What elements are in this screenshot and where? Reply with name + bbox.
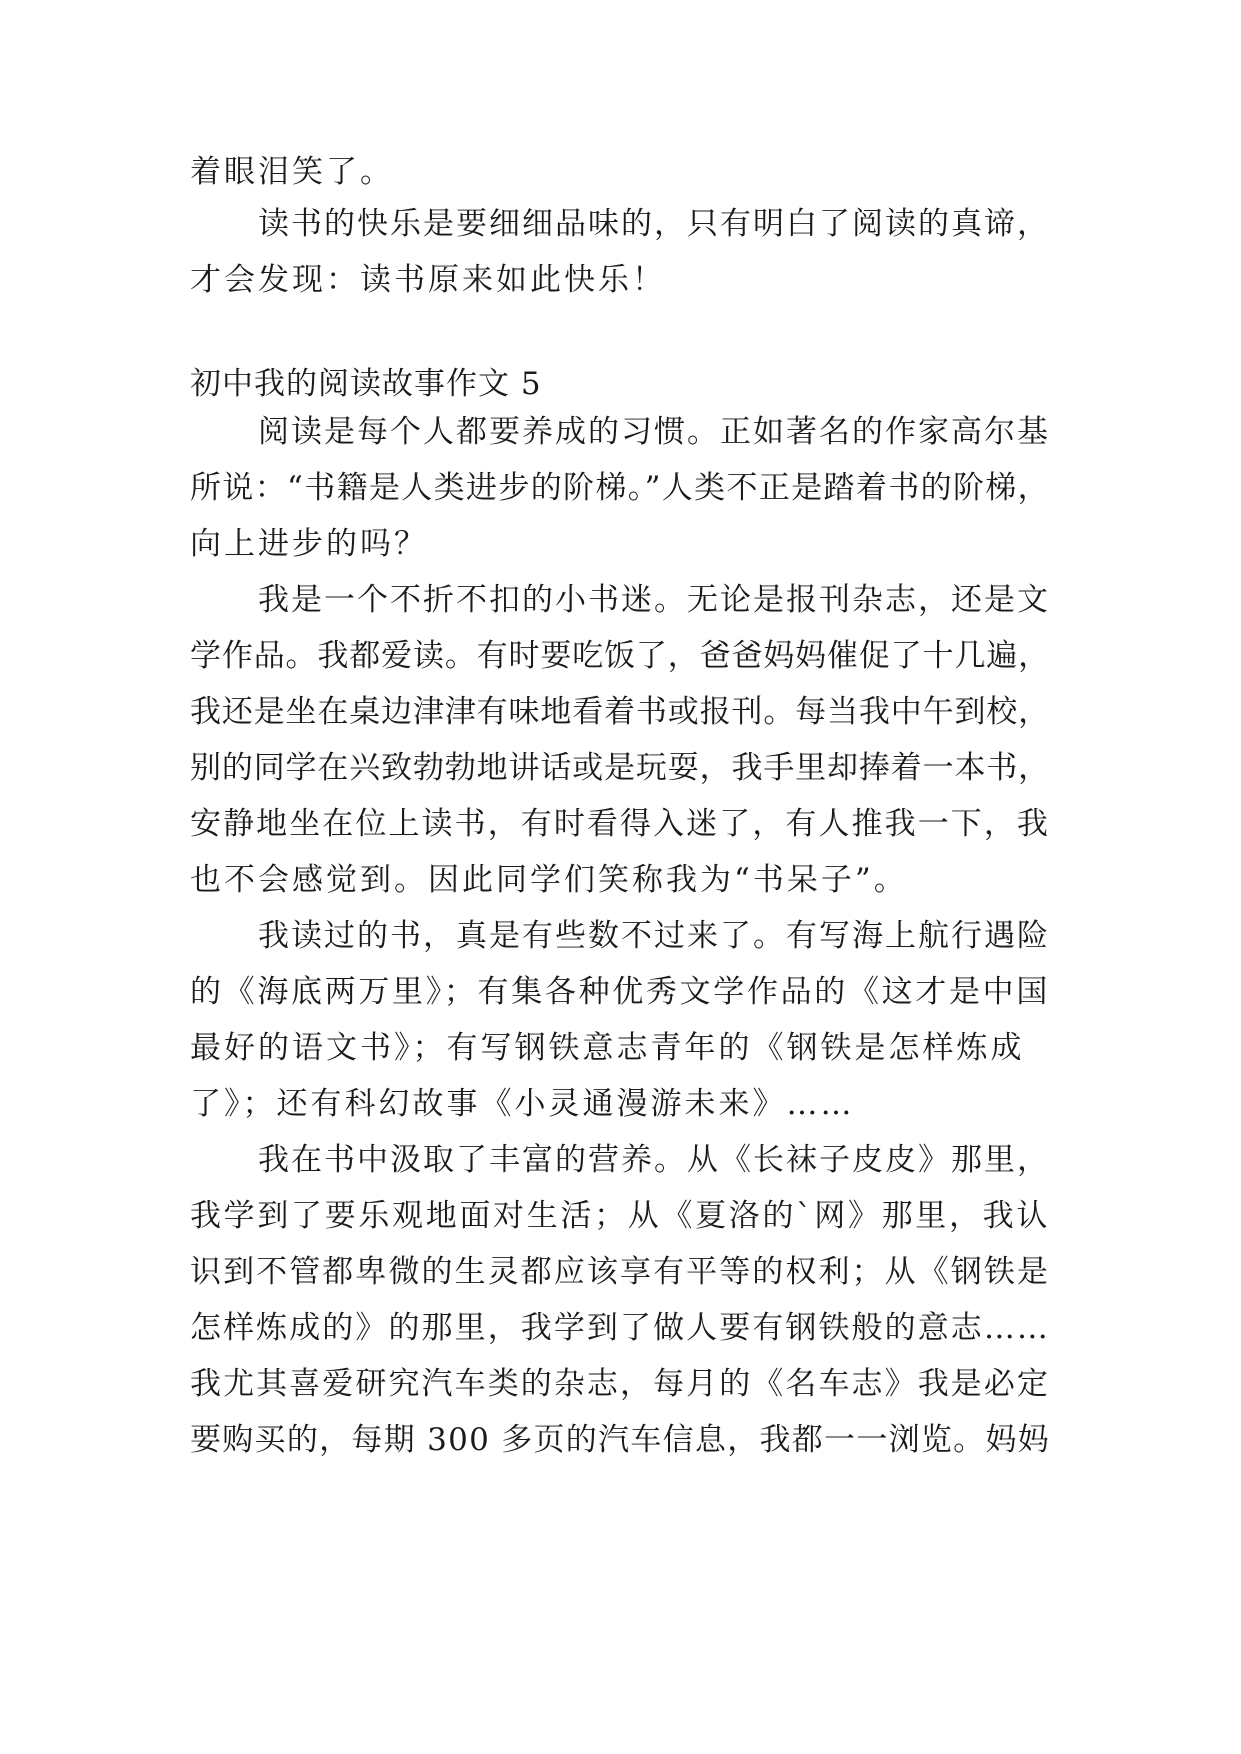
paragraph-line: 我学到了要乐观地面对生活；从《夏洛的`网》那里，我认: [190, 1198, 1050, 1234]
paragraph-line: 我在书中汲取了丰富的营养。从《长袜子皮皮》那里，: [258, 1142, 1050, 1178]
paragraph-line: 着眼泪笑了。: [190, 154, 394, 190]
paragraph-line: 别的同学在兴致勃勃地讲话或是玩耍，我手里却捧着一本书，: [190, 750, 1050, 786]
paragraph-line: 我尤其喜爱研究汽车类的杂志，每月的《名车志》我是必定: [190, 1366, 1050, 1402]
paragraph-line: 的《海底两万里》；有集各种优秀文学作品的《这才是中国: [190, 974, 1050, 1010]
paragraph-line: 向上进步的吗？: [190, 526, 428, 562]
paragraph-line: 才会发现：读书原来如此快乐！: [190, 262, 666, 298]
paragraph-line: 了》；还有科幻故事《小灵通漫游未来》……: [190, 1086, 855, 1122]
paragraph-line: 读书的快乐是要细细品味的，只有明白了阅读的真谛，: [258, 206, 1050, 242]
paragraph-line: 学作品。我都爱读。有时要吃饭了，爸爸妈妈催促了十几遍，: [190, 638, 1050, 674]
section-heading: 初中我的阅读故事作文 5: [190, 366, 542, 402]
paragraph-line: 我还是坐在桌边津津有味地看着书或报刊。每当我中午到校，: [190, 694, 1050, 730]
paragraph-line: 我读过的书，真是有些数不过来了。有写海上航行遇险: [258, 918, 1050, 954]
paragraph-line: 要购买的，每期 300 多页的汽车信息，我都一一浏览。妈妈: [190, 1422, 1050, 1458]
paragraph-line: 我是一个不折不扣的小书迷。无论是报刊杂志，还是文: [258, 582, 1050, 618]
paragraph-line: 安静地坐在位上读书，有时看得入迷了，有人推我一下，我: [190, 806, 1050, 842]
paragraph-line: 怎样炼成的》的那里，我学到了做人要有钢铁般的意志……: [190, 1310, 1050, 1346]
paragraph-line: 识到不管都卑微的生灵都应该享有平等的权利；从《钢铁是: [190, 1254, 1050, 1290]
paragraph-line: 也不会感觉到。因此同学们笑称我为“书呆子”。: [190, 862, 908, 898]
paragraph-line: 最好的语文书》；有写钢铁意志青年的《钢铁是怎样炼成: [190, 1030, 1025, 1066]
paragraph-line: 所说：“书籍是人类进步的阶梯。”人类不正是踏着书的阶梯，: [190, 470, 1050, 506]
paragraph-line: 阅读是每个人都要养成的习惯。正如著名的作家高尔基: [258, 414, 1050, 450]
